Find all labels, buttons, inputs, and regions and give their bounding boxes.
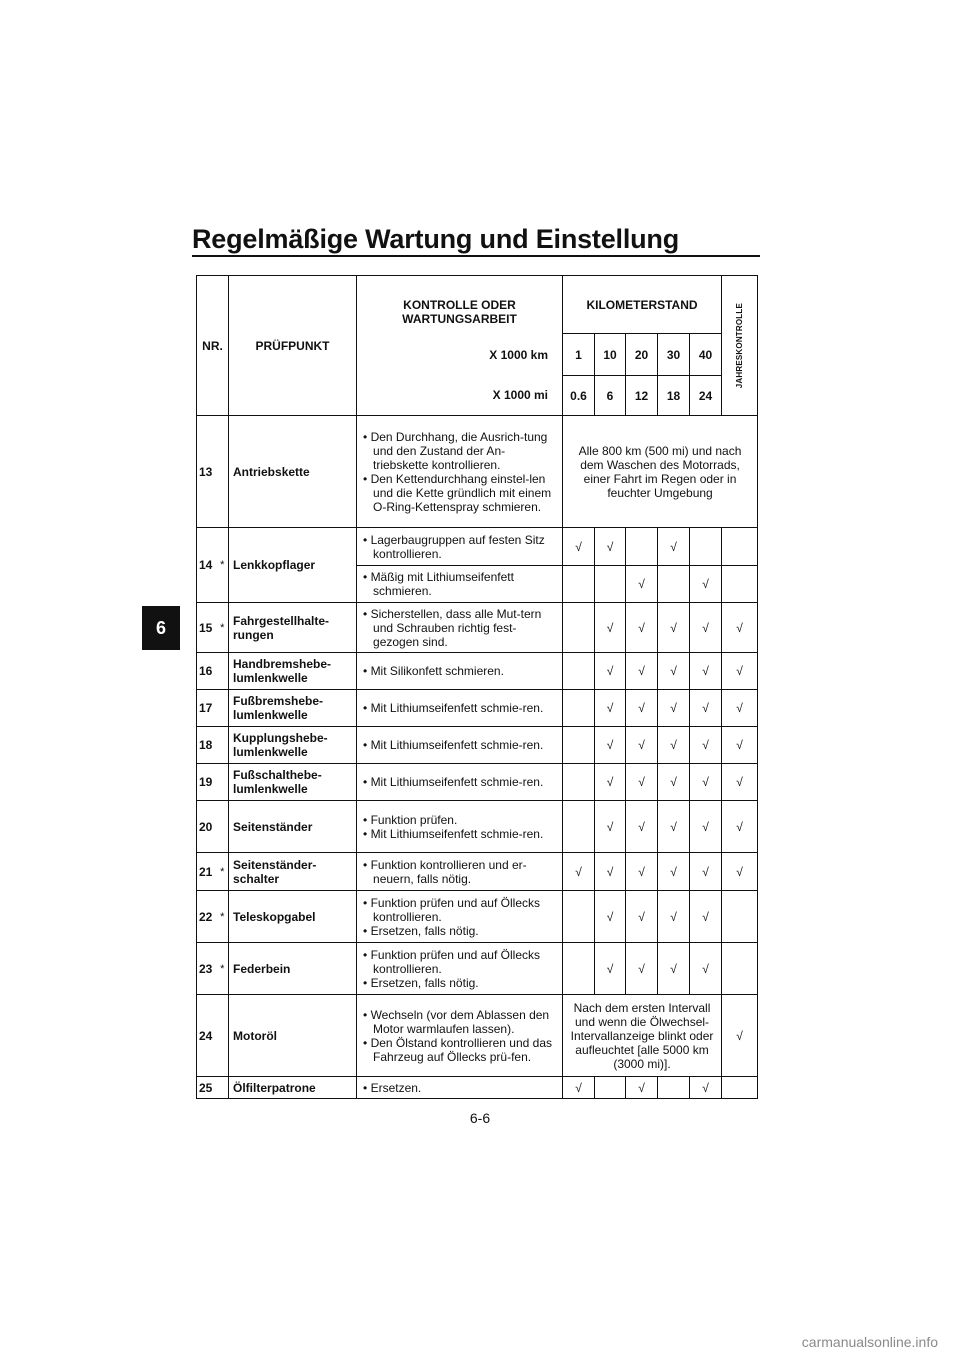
- table-row: [197, 943, 758, 995]
- empty-cell: [658, 566, 690, 603]
- work-list: [363, 775, 558, 789]
- check-mark: √: [626, 943, 658, 995]
- work-text: Mit Silikonfett schmieren.: [370, 664, 504, 678]
- page-number: 6-6: [469, 1110, 491, 1126]
- header-annual-cell: [722, 276, 758, 416]
- row-item: Antriebskette: [229, 416, 357, 528]
- empty-cell: [563, 566, 595, 603]
- check-mark: √: [658, 943, 690, 995]
- work-item: • Mit Silikonfett schmieren.: [363, 664, 504, 678]
- check-mark: √: [595, 653, 626, 690]
- row-number: 13: [197, 416, 217, 528]
- check-mark: √: [690, 764, 722, 801]
- work-cell: [357, 764, 563, 801]
- work-text: Mit Lithiumseifenfett schmie-ren.: [370, 826, 544, 841]
- work-list: [363, 858, 558, 886]
- check-mark: √: [722, 727, 758, 764]
- check-mark: √: [626, 690, 658, 727]
- row-star: *: [217, 891, 229, 943]
- watermark: carmanualsonline.info: [801, 1334, 938, 1350]
- check-mark: √: [563, 528, 595, 566]
- empty-cell: [563, 801, 595, 853]
- check-mark: √: [626, 653, 658, 690]
- header-task: KONTROLLE ODER WARTUNGSARBEIT: [357, 276, 563, 334]
- work-list: [363, 813, 558, 841]
- title-rule: [192, 255, 760, 257]
- check-mark: √: [690, 1077, 722, 1099]
- check-mark: √: [595, 603, 626, 653]
- work-cell: [357, 416, 563, 528]
- check-mark: √: [626, 727, 658, 764]
- check-mark: √: [722, 853, 758, 891]
- check-mark: √: [658, 528, 690, 566]
- table-row: [197, 416, 758, 528]
- work-item: • Sicherstellen, dass alle Mut-tern und Schrauben richtig fest-gezogen sind.: [363, 606, 542, 649]
- work-text: Funktion prüfen und auf Öllecks kontrollieren.: [370, 947, 540, 976]
- row-item: Ölfilterpatrone: [229, 1077, 357, 1099]
- header-mi-2: 12: [626, 376, 658, 416]
- check-mark: √: [690, 603, 722, 653]
- check-mark: √: [690, 853, 722, 891]
- work-cell: [357, 690, 563, 727]
- check-mark: √: [595, 528, 626, 566]
- row-number: 25: [197, 1077, 217, 1099]
- work-cell: [357, 891, 563, 943]
- check-mark: √: [658, 853, 690, 891]
- table-row: [197, 853, 758, 891]
- table-row: [197, 1077, 758, 1099]
- check-mark: √: [658, 891, 690, 943]
- work-list: [363, 701, 558, 715]
- check-mark: √: [595, 690, 626, 727]
- check-mark: √: [595, 891, 626, 943]
- work-text: Den Durchhang, die Ausrich-tung und den Zustand der An-triebskette kontrollieren.: [370, 429, 548, 472]
- work-cell: [357, 566, 563, 603]
- work-cell: [357, 603, 563, 653]
- check-mark: √: [722, 764, 758, 801]
- row-item: Fußschalthebe-lumlenkwelle: [229, 764, 357, 801]
- work-text: Mit Lithiumseifenfett schmie-ren.: [370, 738, 544, 752]
- check-mark: √: [595, 727, 626, 764]
- check-mark: √: [722, 995, 758, 1077]
- maintenance-table: [196, 275, 758, 1099]
- work-item: • Ersetzen.: [363, 1080, 422, 1095]
- work-list: [363, 738, 558, 752]
- header-km-4: 40: [690, 334, 722, 376]
- check-mark: √: [595, 801, 626, 853]
- check-mark: √: [690, 690, 722, 727]
- table-row: [197, 891, 758, 943]
- row-star: [217, 727, 229, 764]
- table-row: [197, 653, 758, 690]
- work-text: Funktion prüfen.: [370, 812, 458, 827]
- empty-cell: [563, 653, 595, 690]
- work-text: Ersetzen, falls nötig.: [370, 975, 479, 990]
- row-number: 14: [197, 528, 217, 603]
- header-unit-km: X 1000 km: [357, 334, 563, 376]
- work-item: • Wechseln (vor dem Ablassen den Motor warmlaufen lassen).: [363, 1007, 550, 1036]
- row-star: [217, 1077, 229, 1099]
- work-text: Wechseln (vor dem Ablassen den Motor warmlaufen lassen).: [370, 1007, 550, 1036]
- row-item: Seitenständer-schalter: [229, 853, 357, 891]
- header-mi-4: 24: [690, 376, 722, 416]
- row-star: [217, 690, 229, 727]
- header-km-0: 1: [563, 334, 595, 376]
- empty-cell: [722, 566, 758, 603]
- empty-cell: [595, 566, 626, 603]
- work-item: • Den Ölstand kontrollieren und das Fahrzeug auf Öllecks prü-fen.: [363, 1035, 553, 1064]
- work-cell: [357, 653, 563, 690]
- header-km-2: 20: [626, 334, 658, 376]
- empty-cell: [626, 528, 658, 566]
- work-text: Mit Lithiumseifenfett schmie-ren.: [370, 775, 544, 789]
- work-item: • Mit Lithiumseifenfett schmie-ren.: [363, 775, 544, 789]
- table-row: [197, 727, 758, 764]
- work-list: [363, 607, 558, 649]
- empty-cell: [563, 603, 595, 653]
- table-row: [197, 801, 758, 853]
- check-mark: √: [658, 727, 690, 764]
- work-item: • Lagerbaugruppen auf festen Sitz kontrollieren.: [363, 532, 545, 561]
- work-cell: [357, 995, 563, 1077]
- row-star: [217, 764, 229, 801]
- interval-note: Alle 800 km (500 mi) und nach dem Waschen des Motorrads, einer Fahrt im Regen oder in feuchter Umgebung: [563, 416, 758, 528]
- header-mi-1: 6: [595, 376, 626, 416]
- header-km-title: KILOMETERSTAND: [563, 276, 722, 334]
- header-mi-3: 18: [658, 376, 690, 416]
- check-mark: √: [658, 801, 690, 853]
- row-item: Fahrgestellhalte-rungen: [229, 603, 357, 653]
- row-number: 20: [197, 801, 217, 853]
- work-list: [363, 570, 558, 598]
- work-list: [363, 664, 558, 678]
- check-mark: √: [626, 566, 658, 603]
- row-item: Federbein: [229, 943, 357, 995]
- row-star: *: [217, 603, 229, 653]
- header-mi-0: 0.6: [563, 376, 595, 416]
- work-item: • Ersetzen, falls nötig.: [363, 975, 479, 990]
- empty-cell: [595, 1077, 626, 1099]
- row-star: *: [217, 943, 229, 995]
- check-mark: √: [563, 853, 595, 891]
- table-body: [197, 276, 758, 1099]
- check-mark: √: [626, 764, 658, 801]
- row-number: 21: [197, 853, 217, 891]
- table-row: [197, 603, 758, 653]
- row-number: 16: [197, 653, 217, 690]
- check-mark: √: [690, 943, 722, 995]
- work-item: • Mit Lithiumseifenfett schmie-ren.: [363, 826, 544, 841]
- check-mark: √: [563, 1077, 595, 1099]
- page-title: Regelmäßige Wartung und Einstellung: [192, 224, 680, 254]
- work-text: Ersetzen, falls nötig.: [370, 923, 479, 938]
- table-row: [197, 690, 758, 727]
- work-item: • Den Kettendurchhang einstel-len und die Kette gründlich mit einem O-Ring-Kettenspray schmieren.: [363, 471, 552, 514]
- check-mark: √: [658, 603, 690, 653]
- row-star: [217, 995, 229, 1077]
- check-mark: √: [658, 690, 690, 727]
- row-item: Kupplungshebe-lumlenkwelle: [229, 727, 357, 764]
- work-list: [363, 430, 558, 514]
- row-number: 19: [197, 764, 217, 801]
- row-item: Lenkkopflager: [229, 528, 357, 603]
- check-mark: √: [626, 603, 658, 653]
- check-mark: √: [626, 1077, 658, 1099]
- empty-cell: [722, 891, 758, 943]
- work-list: [363, 1081, 558, 1095]
- empty-cell: [563, 891, 595, 943]
- check-mark: √: [658, 653, 690, 690]
- header-item: PRÜFPUNKT: [229, 276, 357, 416]
- empty-cell: [722, 1077, 758, 1099]
- check-mark: √: [690, 727, 722, 764]
- table-row: [197, 995, 758, 1077]
- work-text: Den Kettendurchhang einstel-len und die Kette gründlich mit einem O-Ring-Kettenspray schmieren.: [370, 471, 552, 514]
- header-unit-mi: X 1000 mi: [357, 376, 563, 416]
- row-number: 15: [197, 603, 217, 653]
- work-list: [363, 896, 558, 938]
- work-item: • Funktion prüfen und auf Öllecks kontrollieren.: [363, 895, 540, 924]
- check-mark: √: [690, 891, 722, 943]
- row-number: 17: [197, 690, 217, 727]
- check-mark: √: [722, 603, 758, 653]
- row-number: 23: [197, 943, 217, 995]
- check-mark: √: [722, 653, 758, 690]
- work-item: • Mit Lithiumseifenfett schmie-ren.: [363, 738, 544, 752]
- header-km-1: 10: [595, 334, 626, 376]
- work-item: • Funktion prüfen und auf Öllecks kontrollieren.: [363, 947, 540, 976]
- work-text: Funktion kontrollieren und er-neuern, falls nötig.: [370, 857, 527, 886]
- work-cell: [357, 943, 563, 995]
- empty-cell: [563, 943, 595, 995]
- check-mark: √: [595, 764, 626, 801]
- work-list: [363, 948, 558, 990]
- header-nr: NR.: [197, 276, 229, 416]
- row-number: 22: [197, 891, 217, 943]
- table-row: [197, 764, 758, 801]
- row-item: Motoröl: [229, 995, 357, 1077]
- row-star: [217, 801, 229, 853]
- row-star: [217, 653, 229, 690]
- empty-cell: [563, 764, 595, 801]
- check-mark: √: [690, 566, 722, 603]
- work-text: Ersetzen.: [370, 1080, 422, 1095]
- check-mark: √: [626, 853, 658, 891]
- work-list: [363, 1008, 558, 1064]
- work-text: Sicherstellen, dass alle Mut-tern und Schrauben richtig fest-gezogen sind.: [370, 606, 542, 649]
- empty-cell: [722, 943, 758, 995]
- work-item: • Ersetzen, falls nötig.: [363, 923, 479, 938]
- header-annual: JAHRESKONTROLLE: [734, 302, 744, 389]
- check-mark: √: [690, 801, 722, 853]
- work-text: Mäßig mit Lithiumseifenfett schmieren.: [370, 570, 514, 598]
- empty-cell: [722, 528, 758, 566]
- work-cell: [357, 801, 563, 853]
- work-text: Mit Lithiumseifenfett schmie-ren.: [370, 701, 544, 715]
- work-cell: [357, 727, 563, 764]
- row-star: *: [217, 528, 229, 603]
- work-cell: [357, 1077, 563, 1099]
- check-mark: √: [722, 690, 758, 727]
- check-mark: √: [658, 764, 690, 801]
- work-item: • Funktion prüfen.: [363, 812, 458, 827]
- work-item: • Mäßig mit Lithiumseifenfett schmieren.: [363, 570, 514, 598]
- row-item: Fußbremshebe-lumlenkwelle: [229, 690, 357, 727]
- work-text: Funktion prüfen und auf Öllecks kontrollieren.: [370, 895, 540, 924]
- chapter-tab: 6: [142, 606, 180, 650]
- work-list: [363, 533, 558, 561]
- row-star: [217, 416, 229, 528]
- row-item: Seitenständer: [229, 801, 357, 853]
- empty-cell: [690, 528, 722, 566]
- check-mark: √: [722, 801, 758, 853]
- check-mark: √: [595, 943, 626, 995]
- table-row: [197, 528, 758, 566]
- empty-cell: [563, 690, 595, 727]
- work-text: Den Ölstand kontrollieren und das Fahrzeug auf Öllecks prü-fen.: [370, 1035, 553, 1064]
- empty-cell: [563, 727, 595, 764]
- header-km-3: 30: [658, 334, 690, 376]
- work-cell: [357, 853, 563, 891]
- check-mark: √: [690, 653, 722, 690]
- row-item: Teleskopgabel: [229, 891, 357, 943]
- check-mark: √: [595, 853, 626, 891]
- row-number: 24: [197, 995, 217, 1077]
- check-mark: √: [626, 801, 658, 853]
- work-text: Lagerbaugruppen auf festen Sitz kontrollieren.: [370, 532, 545, 561]
- row-number: 18: [197, 727, 217, 764]
- work-cell: [357, 528, 563, 566]
- work-item: • Den Durchhang, die Ausrich-tung und den Zustand der An-triebskette kontrollieren.: [363, 429, 548, 472]
- row-item: Handbremshebe-lumlenkwelle: [229, 653, 357, 690]
- check-mark: √: [626, 891, 658, 943]
- work-item: • Funktion kontrollieren und er-neuern, falls nötig.: [363, 857, 527, 886]
- interval-note: Nach dem ersten Intervall und wenn die Ölwechsel-Intervallanzeige blinkt oder aufleuchtet [alle 5000 km (3000 mi)].: [563, 995, 722, 1077]
- work-item: • Mit Lithiumseifenfett schmie-ren.: [363, 701, 544, 715]
- row-star: *: [217, 853, 229, 891]
- empty-cell: [658, 1077, 690, 1099]
